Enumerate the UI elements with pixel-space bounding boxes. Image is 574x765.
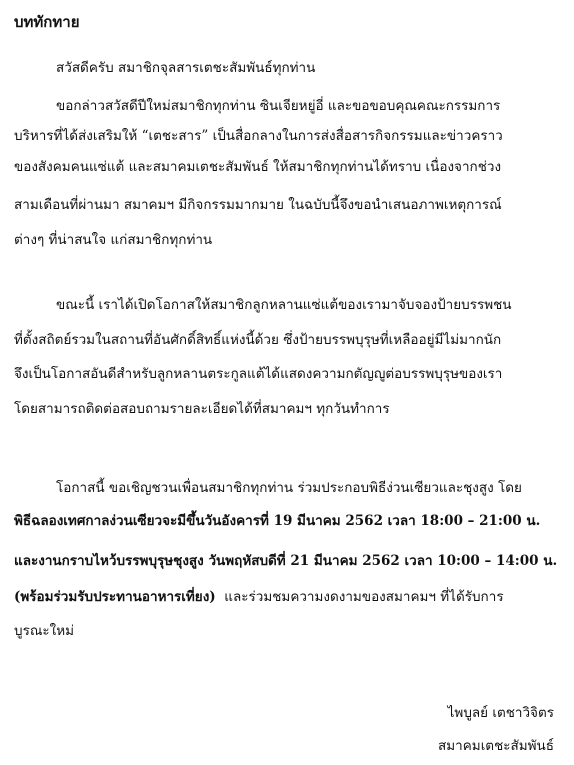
paragraph1-line-1: ขอกล่าวสวัสดีปีใหม่สมาชิกทุกท่าน ซินเจียหยู่อี่ และขอขอบคุณคณะกรรมการ xyxy=(56,98,501,114)
signature-organization: สมาคมเตชะสัมพันธ์ xyxy=(438,738,554,754)
paragraph1-line-4: สามเดือนที่ผ่านมา สมาคมฯ มีกิจกรรมมากมาย ในฉบับนี้จึงขอนำเสนอภาพเหตุการณ์ xyxy=(14,197,502,213)
paragraph3-line-4-rest: และร่วมชมความงดงามของสมาคมฯ ที่ได้รับการ xyxy=(224,589,504,605)
paragraph3-line-4 xyxy=(14,587,504,607)
paragraph3-line-2: พิธีฉลองเทศกาลง่วนเซียวจะมีขึ้นวันอังคารที่ 19 มีนาคม 2562 เวลา 18:00 – 21:00 น. xyxy=(14,513,541,529)
paragraph1-line-3: ของสังคมคนแซ่แต้ และสมาคมเตชะสัมพันธ์ ให้สมาชิกทุกท่านได้ทราบ เนื่องจากช่วง xyxy=(14,159,502,175)
paragraph2-line-4: โดยสามารถติดต่อสอบถามรายละเอียดได้ที่สมาคมฯ ทุกวันทำการ xyxy=(14,401,390,417)
lunch-note: (พร้อมร่วมรับประทานอาหารเที่ยง) xyxy=(14,589,216,605)
paragraph3-line-5: บูรณะใหม่ xyxy=(14,623,74,639)
greeting-line: สวัสดีครับ สมาชิกจุลสารเตชะสัมพันธ์ทุกท่าน xyxy=(56,60,316,76)
paragraph1-line-5: ต่างๆ ที่น่าสนใจ แก่สมาชิกทุกท่าน xyxy=(14,232,213,248)
paragraph3-line-1: โอกาสนี้ ขอเชิญชวนเพื่อนสมาชิกทุกท่าน ร่วมประกอบพิธีง่วนเซียวและชุงสูง โดย xyxy=(56,480,522,496)
paragraph3-line-3: และงานกราบไหว้บรรพบุรุษชุงสูง วันพฤหัสบดีที่ 21 มีนาคม 2562 เวลา 10:00 – 14:00 น. xyxy=(14,553,558,569)
paragraph2-line-2: ที่ตั้งสถิตย์รวมในสถานที่อันศักดิ์สิทธิ์แห่งนี้ด้วย ซึ่งป้ายบรรพบุรุษที่เหลืออยู่มีไม่มากนัก xyxy=(14,332,502,348)
paragraph2-line-3: จึงเป็นโอกาสอันดีสำหรับลูกหลานตระกูลแต้ได้แสดงความกตัญญูต่อบรรพบุรุษของเรา xyxy=(14,366,503,382)
document-heading: บททักทาย xyxy=(14,13,80,31)
signature-name: ไพบูลย์ เตชาวิจิตร xyxy=(447,705,554,721)
paragraph1-line-2: บริหารที่ได้ส่งเสริมให้ “เตชะสาร” เป็นสื่อกลางในการส่งสื่อสารกิจกรรมและข่าวคราว xyxy=(14,128,503,144)
paragraph2-line-1: ขณะนี้ เราได้เปิดโอกาสให้สมาชิกลูกหลานแซ่แต้ของเรามาจับจองป้ายบรรพชน xyxy=(56,297,512,313)
